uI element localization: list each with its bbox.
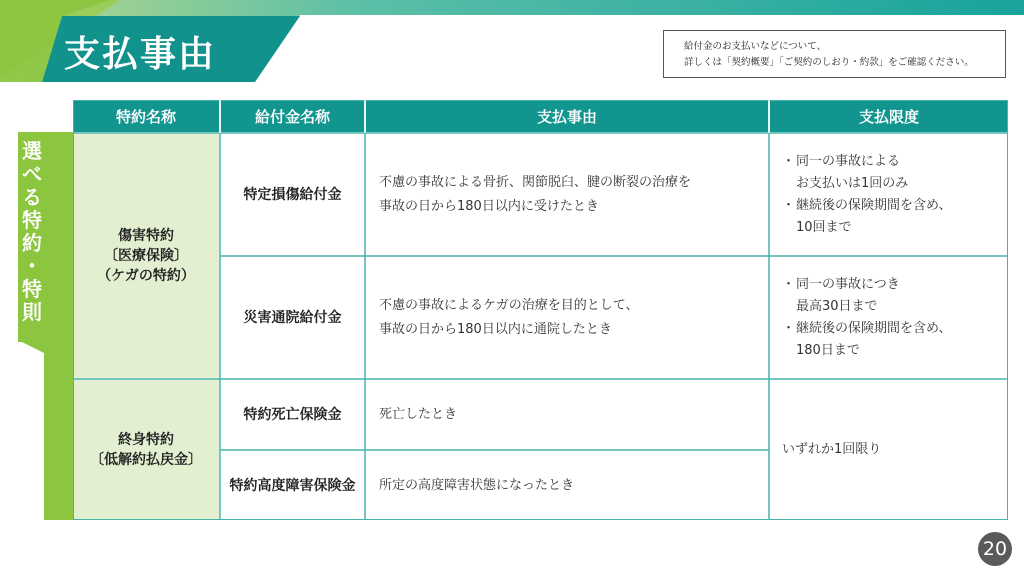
limit-line: 180日まで	[796, 342, 860, 358]
limit-whole-life: いずれか1回限り	[770, 380, 1008, 520]
table-grid	[73, 100, 1008, 520]
header-payment-reason: 支払事由	[366, 100, 768, 132]
limit-line: 同一の事故につき	[796, 276, 900, 292]
rider-name-line: （ケガの特約）	[97, 268, 195, 284]
payment-reason-table	[73, 100, 1008, 520]
benefit-death: 特約死亡保険金	[221, 380, 364, 449]
benefit-severe-disability: 特約高度障害保険金	[221, 451, 364, 520]
limit-line: 継続後の保険期間を含め、	[796, 320, 952, 336]
side-tab-char: ・	[22, 254, 42, 278]
limit-line: 継続後の保険期間を含め、	[796, 197, 952, 213]
benefit-specific-injury: 特定損傷給付金	[221, 134, 364, 255]
rider-name-line: 〔医療保険〕	[104, 248, 188, 264]
limit-line: 同一の事故による	[796, 153, 901, 169]
reason-line: 所定の高度障害状態になったとき	[379, 477, 575, 493]
side-tab-char: る	[22, 185, 42, 209]
header-payment-limit: 支払限度	[770, 100, 1008, 132]
reason-line: 不慮の事故によるケガの治療を目的として、	[379, 297, 639, 313]
notice-line: 給付金のお支払いなどについて、	[684, 41, 827, 52]
header-benefit-name: 給付金名称	[221, 100, 364, 132]
page-title: 支払事由	[64, 34, 217, 75]
limit-line: 10回まで	[796, 219, 852, 235]
reason-line: 不慮の事故による骨折、関節脱臼、腱の断裂の治療を	[379, 174, 692, 190]
side-tab-tip	[18, 340, 46, 354]
bullet-mark: ・	[782, 153, 796, 169]
rider-name-line: 傷害特約	[118, 228, 174, 244]
side-tab-label	[18, 140, 46, 324]
header-rider-name: 特約名称	[73, 100, 219, 132]
side-tab-char: 則	[22, 300, 42, 324]
page-number-badge: 20	[978, 532, 1012, 566]
notice-line: 詳しくは「契約概要」「ご契約のしおり・約款」をご確認ください。	[684, 57, 974, 68]
benefit-accident-outpatient: 災害通院給付金	[221, 257, 364, 378]
bullet-mark: ・	[782, 276, 796, 292]
limit-line: お支払いは1回のみ	[796, 175, 909, 191]
limit-line: 最高30日まで	[796, 298, 878, 314]
side-tab-char: 特	[22, 208, 42, 232]
rider-name-line: 〔低解約払戻金〕	[90, 452, 202, 468]
bullet-mark: ・	[782, 320, 796, 336]
notice-box	[663, 30, 1006, 78]
bullet-mark: ・	[782, 197, 796, 213]
rider-name-line: 終身特約	[118, 432, 174, 448]
side-tab-char: 特	[22, 277, 42, 301]
reason-line: 死亡したとき	[379, 406, 458, 422]
reason-line: 事故の日から180日以内に通院したとき	[379, 321, 612, 337]
side-stripe	[44, 132, 73, 520]
reason-line: 事故の日から180日以内に受けたとき	[379, 198, 599, 214]
side-tab-char: 選	[22, 139, 42, 163]
side-tab-char: 約	[22, 231, 42, 255]
side-tab-char: べ	[22, 162, 42, 186]
